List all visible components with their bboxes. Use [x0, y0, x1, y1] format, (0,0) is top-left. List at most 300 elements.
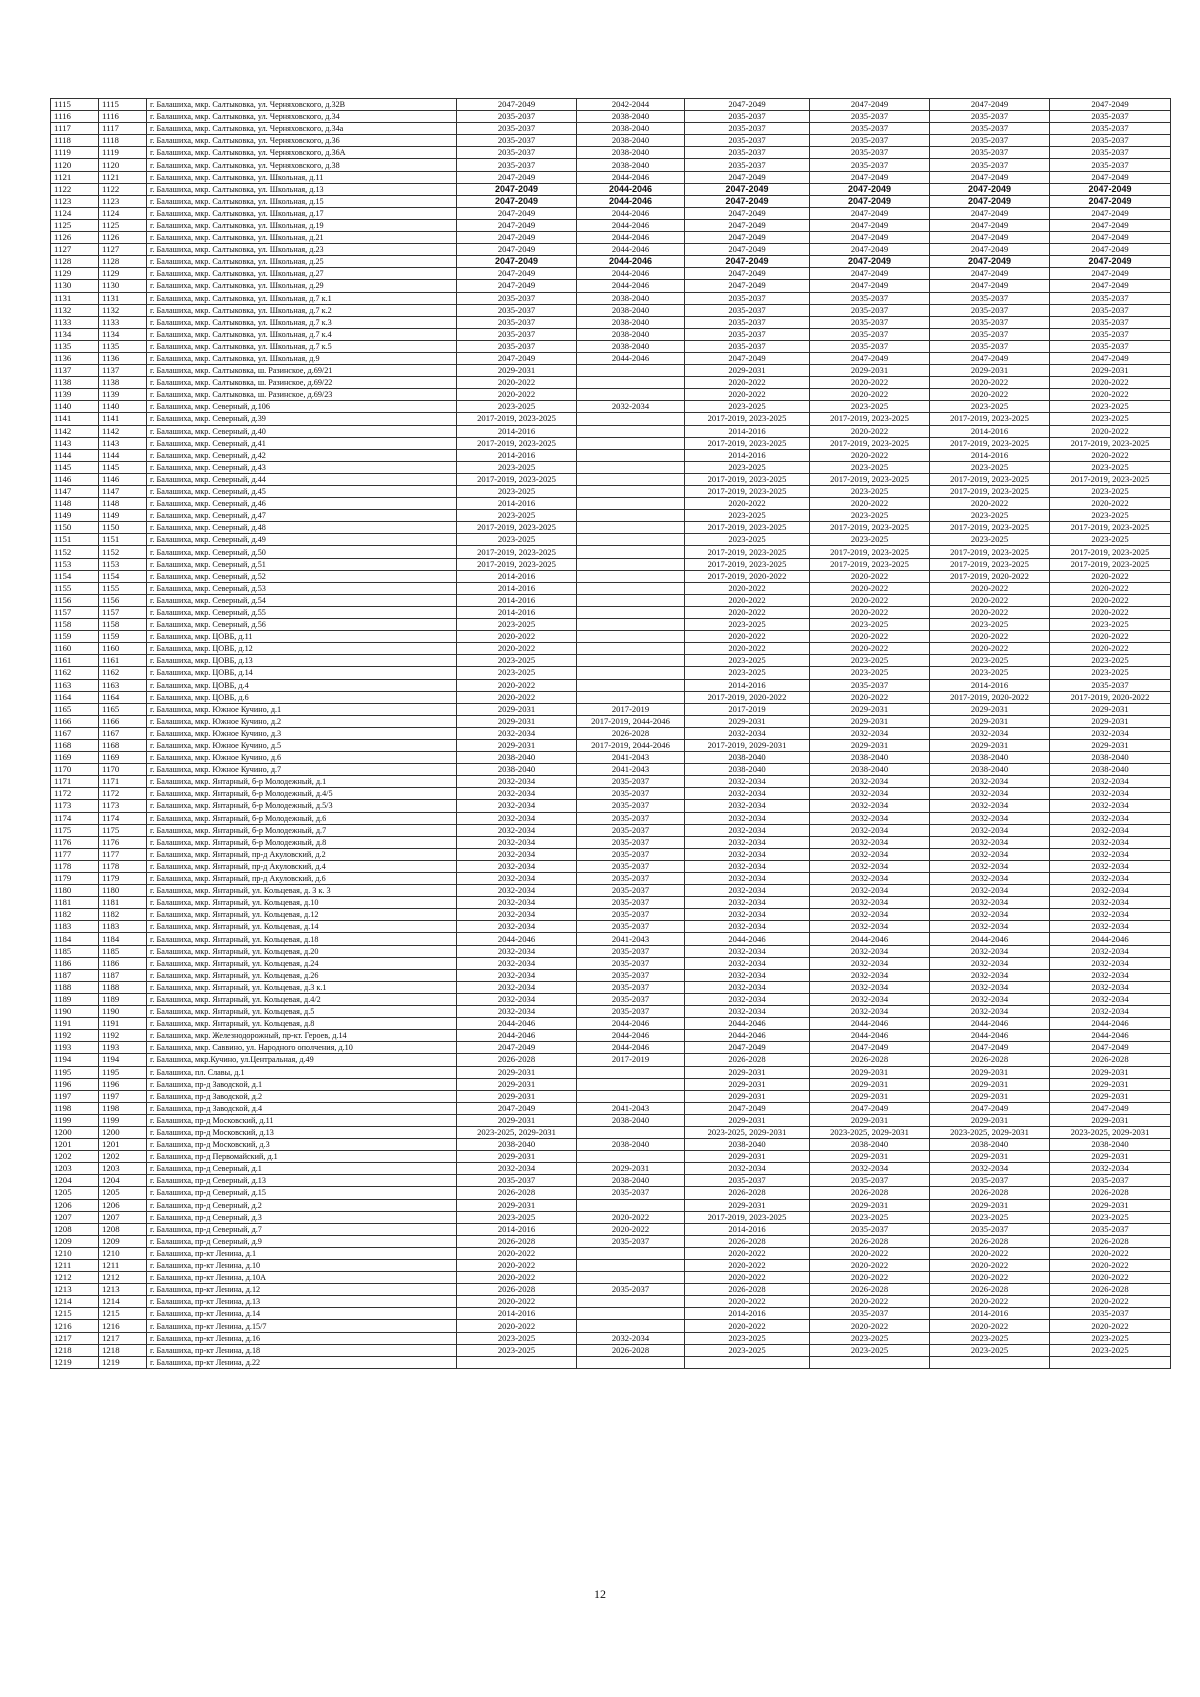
period-cell: 2035-2037 [577, 885, 685, 897]
address-cell: г. Балашиха, пр-кт Ленина, д.16 [147, 1332, 457, 1344]
period-cell: 2047-2049 [930, 232, 1050, 244]
table-row [51, 437, 1171, 449]
period-cell: 2032-2034 [810, 800, 930, 812]
period-cell: 2020-2022 [930, 582, 1050, 594]
period-cell: 2035-2037 [685, 159, 810, 171]
period-cell: 2029-2031 [930, 703, 1050, 715]
address-cell: г. Балашиха, мкр. Янтарный, б-р Молодежный, д.8 [147, 836, 457, 848]
period-cell: 2035-2037 [577, 848, 685, 860]
period-cell: 2032-2034 [930, 1163, 1050, 1175]
period-cell: 2023-2025 [457, 461, 577, 473]
address-cell: г. Балашиха, мкр. Янтарный, ул. Кольцевая, д. 3 к. 3 [147, 885, 457, 897]
period-cell: 2032-2034 [810, 860, 930, 872]
row-number-cell: 1213 [99, 1284, 147, 1296]
row-number-cell: 1117 [99, 123, 147, 135]
period-cell: 2032-2034 [457, 836, 577, 848]
table-row [51, 1356, 1171, 1368]
row-id-cell: 1151 [51, 534, 99, 546]
period-cell: 2020-2022 [1050, 1260, 1171, 1272]
period-cell: 2038-2040 [810, 752, 930, 764]
row-id-cell: 1170 [51, 764, 99, 776]
period-cell: 2035-2037 [930, 304, 1050, 316]
period-cell: 2017-2019, 2023-2025 [685, 486, 810, 498]
row-number-cell: 1142 [99, 425, 147, 437]
table-row [51, 473, 1171, 485]
period-cell: 2017-2019, 2023-2025 [1050, 522, 1171, 534]
row-number-cell: 1133 [99, 316, 147, 328]
period-cell [577, 1078, 685, 1090]
row-id-cell: 1132 [51, 304, 99, 316]
period-cell: 2047-2049 [810, 1042, 930, 1054]
row-id-cell: 1191 [51, 1018, 99, 1030]
period-cell [577, 510, 685, 522]
period-cell: 2023-2025 [685, 461, 810, 473]
period-cell: 2035-2037 [577, 812, 685, 824]
period-cell: 2017-2019, 2023-2025 [685, 522, 810, 534]
period-cell: 2029-2031 [457, 1151, 577, 1163]
period-cell: 2020-2022 [930, 606, 1050, 618]
table-row [51, 244, 1171, 256]
row-number-cell: 1170 [99, 764, 147, 776]
period-cell: 2026-2028 [1050, 1235, 1171, 1247]
table-row [51, 99, 1171, 111]
period-cell: 2020-2022 [685, 377, 810, 389]
row-id-cell: 1144 [51, 449, 99, 461]
period-cell: 2038-2040 [457, 1139, 577, 1151]
row-number-cell: 1164 [99, 691, 147, 703]
period-cell: 2026-2028 [810, 1187, 930, 1199]
address-cell: г. Балашиха, мкр. Янтарный, пр-д Акуловский, д.4 [147, 860, 457, 872]
period-cell: 2044-2046 [577, 268, 685, 280]
table-row [51, 1030, 1171, 1042]
row-id-cell: 1121 [51, 171, 99, 183]
table-row [51, 1175, 1171, 1187]
period-cell: 2032-2034 [810, 824, 930, 836]
period-cell: 2017-2019, 2023-2025 [1050, 546, 1171, 558]
period-cell: 2035-2037 [577, 1187, 685, 1199]
row-number-cell: 1122 [99, 183, 147, 195]
row-id-cell: 1213 [51, 1284, 99, 1296]
address-cell: г. Балашиха, пр-кт Ленина, д.13 [147, 1296, 457, 1308]
period-cell: 2032-2034 [1050, 885, 1171, 897]
period-cell: 2032-2034 [685, 776, 810, 788]
address-cell: г. Балашиха, пл. Славы, д.1 [147, 1066, 457, 1078]
period-cell: 2020-2022 [810, 377, 930, 389]
period-cell: 2038-2040 [810, 764, 930, 776]
period-cell: 2017-2019, 2020-2022 [930, 570, 1050, 582]
row-number-cell: 1219 [99, 1356, 147, 1368]
housing-repair-schedule-table [50, 98, 1171, 1369]
period-cell: 2035-2037 [577, 1235, 685, 1247]
period-cell: 2035-2037 [930, 147, 1050, 159]
row-id-cell: 1181 [51, 897, 99, 909]
table-row [51, 1126, 1171, 1138]
period-cell: 2032-2034 [457, 885, 577, 897]
row-id-cell: 1214 [51, 1296, 99, 1308]
row-number-cell: 1121 [99, 171, 147, 183]
row-id-cell: 1145 [51, 461, 99, 473]
period-cell: 2047-2049 [810, 280, 930, 292]
address-cell: г. Балашиха, пр-кт Ленина, д.15/7 [147, 1320, 457, 1332]
period-cell: 2047-2049 [457, 183, 577, 195]
row-number-cell: 1198 [99, 1102, 147, 1114]
row-id-cell: 1147 [51, 486, 99, 498]
row-number-cell: 1163 [99, 679, 147, 691]
period-cell: 2038-2040 [930, 1139, 1050, 1151]
table-row [51, 800, 1171, 812]
period-cell: 2038-2040 [810, 1139, 930, 1151]
period-cell: 2038-2040 [577, 340, 685, 352]
period-cell: 2044-2046 [577, 171, 685, 183]
row-id-cell: 1124 [51, 207, 99, 219]
row-number-cell: 1166 [99, 715, 147, 727]
address-cell: г. Балашиха, пр-д Северный, д.7 [147, 1223, 457, 1235]
period-cell: 2047-2049 [1050, 232, 1171, 244]
period-cell: 2020-2022 [1050, 389, 1171, 401]
period-cell: 2047-2049 [685, 232, 810, 244]
row-number-cell: 1161 [99, 655, 147, 667]
period-cell: 2017-2019, 2023-2025 [930, 546, 1050, 558]
period-cell: 2032-2034 [457, 981, 577, 993]
period-cell: 2023-2025 [930, 619, 1050, 631]
period-cell: 2047-2049 [930, 256, 1050, 268]
table-row [51, 1151, 1171, 1163]
period-cell: 2035-2037 [810, 1223, 930, 1235]
period-cell: 2029-2031 [930, 365, 1050, 377]
period-cell: 2023-2025 [1050, 486, 1171, 498]
period-cell [577, 558, 685, 570]
period-cell: 2047-2049 [1050, 244, 1171, 256]
period-cell: 2032-2034 [457, 848, 577, 860]
period-cell: 2020-2022 [930, 1247, 1050, 1259]
address-cell: г. Балашиха, пр-кт Ленина, д.18 [147, 1344, 457, 1356]
table-row [51, 1054, 1171, 1066]
row-id-cell: 1116 [51, 111, 99, 123]
period-cell: 2029-2031 [685, 1090, 810, 1102]
table-row [51, 873, 1171, 885]
table-body [51, 99, 1171, 1369]
period-cell: 2032-2034 [930, 848, 1050, 860]
period-cell: 2044-2046 [457, 1018, 577, 1030]
period-cell: 2020-2022 [930, 631, 1050, 643]
period-cell: 2023-2025 [457, 667, 577, 679]
period-cell: 2047-2049 [457, 352, 577, 364]
period-cell: 2047-2049 [810, 244, 930, 256]
period-cell: 2014-2016 [685, 1223, 810, 1235]
period-cell: 2020-2022 [1050, 425, 1171, 437]
address-cell: г. Балашиха, мкр. Салтыковка, ул. Школьная, д.27 [147, 268, 457, 280]
row-number-cell: 1187 [99, 969, 147, 981]
period-cell: 2029-2031 [930, 1078, 1050, 1090]
address-cell: г. Балашиха, мкр. Северный, д.47 [147, 510, 457, 522]
period-cell: 2038-2040 [457, 752, 577, 764]
address-cell: г. Балашиха, мкр. Янтарный, б-р Молодежный, д.7 [147, 824, 457, 836]
address-cell: г. Балашиха, пр-кт Ленина, д.22 [147, 1356, 457, 1368]
period-cell: 2017-2019, 2023-2025 [1050, 437, 1171, 449]
period-cell: 2035-2037 [685, 1175, 810, 1187]
period-cell: 2029-2031 [457, 1090, 577, 1102]
period-cell: 2047-2049 [930, 195, 1050, 207]
period-cell: 2035-2037 [685, 340, 810, 352]
period-cell: 2035-2037 [577, 1284, 685, 1296]
table-row [51, 1344, 1171, 1356]
period-cell: 2035-2037 [930, 1175, 1050, 1187]
period-cell: 2032-2034 [457, 860, 577, 872]
table-row [51, 885, 1171, 897]
row-number-cell: 1116 [99, 111, 147, 123]
period-cell: 2032-2034 [1050, 860, 1171, 872]
address-cell: г. Балашиха, мкр. Южное Кучино, д.7 [147, 764, 457, 776]
period-cell: 2017-2019, 2044-2046 [577, 739, 685, 751]
row-id-cell: 1152 [51, 546, 99, 558]
row-id-cell: 1120 [51, 159, 99, 171]
period-cell: 2032-2034 [1050, 897, 1171, 909]
period-cell: 2044-2046 [810, 1030, 930, 1042]
period-cell: 2020-2022 [685, 631, 810, 643]
period-cell: 2047-2049 [810, 171, 930, 183]
address-cell: г. Балашиха, мкр. Саввино, ул. Народного ополчения, д.10 [147, 1042, 457, 1054]
period-cell: 2026-2028 [930, 1054, 1050, 1066]
period-cell: 2020-2022 [457, 1296, 577, 1308]
address-cell: г. Балашиха, мкр. Южное Кучино, д.5 [147, 739, 457, 751]
period-cell: 2032-2034 [685, 957, 810, 969]
row-number-cell: 1210 [99, 1247, 147, 1259]
row-id-cell: 1205 [51, 1187, 99, 1199]
period-cell: 2035-2037 [810, 111, 930, 123]
address-cell: г. Балашиха, мкр. Северный, д.48 [147, 522, 457, 534]
period-cell: 2038-2040 [457, 764, 577, 776]
row-id-cell: 1172 [51, 788, 99, 800]
period-cell: 2017-2019, 2029-2031 [685, 739, 810, 751]
period-cell: 2035-2037 [577, 981, 685, 993]
row-number-cell: 1135 [99, 340, 147, 352]
period-cell: 2044-2046 [577, 183, 685, 195]
row-number-cell: 1168 [99, 739, 147, 751]
period-cell: 2047-2049 [457, 195, 577, 207]
row-id-cell: 1219 [51, 1356, 99, 1368]
period-cell: 2029-2031 [810, 1090, 930, 1102]
period-cell: 2023-2025 [457, 401, 577, 413]
period-cell: 2042-2044 [577, 99, 685, 111]
period-cell: 2026-2028 [1050, 1284, 1171, 1296]
period-cell: 2032-2034 [930, 897, 1050, 909]
period-cell: 2035-2037 [1050, 292, 1171, 304]
period-cell [577, 389, 685, 401]
table-row [51, 171, 1171, 183]
period-cell: 2038-2040 [685, 752, 810, 764]
row-number-cell: 1208 [99, 1223, 147, 1235]
row-number-cell: 1157 [99, 606, 147, 618]
row-number-cell: 1193 [99, 1042, 147, 1054]
row-number-cell: 1192 [99, 1030, 147, 1042]
period-cell [577, 437, 685, 449]
table-row [51, 921, 1171, 933]
period-cell: 2035-2037 [577, 909, 685, 921]
period-cell: 2023-2025 [930, 461, 1050, 473]
period-cell: 2020-2022 [685, 582, 810, 594]
period-cell: 2038-2040 [577, 304, 685, 316]
table-row [51, 715, 1171, 727]
row-number-cell: 1125 [99, 219, 147, 231]
table-row [51, 667, 1171, 679]
period-cell: 2017-2019, 2023-2025 [930, 473, 1050, 485]
period-cell: 2023-2025 [1050, 1211, 1171, 1223]
period-cell: 2032-2034 [1050, 800, 1171, 812]
period-cell: 2023-2025 [1050, 413, 1171, 425]
period-cell: 2035-2037 [457, 111, 577, 123]
period-cell: 2035-2037 [577, 921, 685, 933]
row-id-cell: 1211 [51, 1260, 99, 1272]
table-row [51, 1018, 1171, 1030]
period-cell: 2023-2025, 2029-2031 [930, 1126, 1050, 1138]
row-id-cell: 1165 [51, 703, 99, 715]
row-number-cell: 1167 [99, 727, 147, 739]
period-cell: 2023-2025 [1050, 401, 1171, 413]
period-cell: 2014-2016 [457, 582, 577, 594]
period-cell: 2023-2025 [457, 510, 577, 522]
period-cell: 2020-2022 [810, 1320, 930, 1332]
table-row [51, 691, 1171, 703]
period-cell: 2032-2034 [457, 776, 577, 788]
period-cell: 2047-2049 [685, 99, 810, 111]
period-cell: 2017-2019, 2023-2025 [457, 413, 577, 425]
period-cell: 2035-2037 [457, 304, 577, 316]
period-cell: 2023-2025 [457, 655, 577, 667]
period-cell: 2047-2049 [457, 280, 577, 292]
period-cell: 2035-2037 [457, 340, 577, 352]
period-cell: 2032-2034 [930, 727, 1050, 739]
period-cell: 2035-2037 [577, 824, 685, 836]
period-cell: 2020-2022 [810, 570, 930, 582]
period-cell: 2020-2022 [457, 679, 577, 691]
address-cell: г. Балашиха, мкр. Салтыковка, ш. Разинское, д.69/22 [147, 377, 457, 389]
address-cell: г. Балашиха, мкр. Южное Кучино, д.3 [147, 727, 457, 739]
period-cell: 2047-2049 [1050, 280, 1171, 292]
row-number-cell: 1211 [99, 1260, 147, 1272]
period-cell: 2035-2037 [457, 328, 577, 340]
period-cell: 2044-2046 [577, 232, 685, 244]
period-cell [577, 449, 685, 461]
period-cell: 2032-2034 [810, 945, 930, 957]
period-cell: 2032-2034 [1050, 993, 1171, 1005]
period-cell: 2044-2046 [1050, 1030, 1171, 1042]
period-cell: 2035-2037 [685, 135, 810, 147]
period-cell: 2023-2025 [810, 667, 930, 679]
period-cell: 2023-2025 [810, 486, 930, 498]
row-id-cell: 1167 [51, 727, 99, 739]
period-cell: 2023-2025 [457, 1344, 577, 1356]
period-cell: 2047-2049 [810, 207, 930, 219]
period-cell: 2032-2034 [1050, 727, 1171, 739]
period-cell: 2044-2046 [457, 933, 577, 945]
period-cell: 2035-2037 [1050, 1308, 1171, 1320]
period-cell: 2032-2034 [930, 860, 1050, 872]
row-number-cell: 1215 [99, 1308, 147, 1320]
period-cell: 2032-2034 [1050, 1163, 1171, 1175]
row-number-cell: 1137 [99, 365, 147, 377]
period-cell: 2014-2016 [457, 1223, 577, 1235]
period-cell: 2047-2049 [810, 268, 930, 280]
period-cell: 2032-2034 [685, 836, 810, 848]
period-cell: 2035-2037 [810, 1175, 930, 1187]
address-cell: г. Балашиха, пр-д Северный, д.13 [147, 1175, 457, 1187]
period-cell: 2020-2022 [930, 1272, 1050, 1284]
period-cell: 2047-2049 [810, 219, 930, 231]
period-cell: 2032-2034 [1050, 824, 1171, 836]
row-number-cell: 1201 [99, 1139, 147, 1151]
row-number-cell: 1207 [99, 1211, 147, 1223]
period-cell: 2017-2019, 2023-2025 [457, 546, 577, 558]
period-cell: 2038-2040 [1050, 764, 1171, 776]
row-id-cell: 1169 [51, 752, 99, 764]
period-cell: 2044-2046 [685, 1018, 810, 1030]
period-cell: 2017-2019, 2023-2025 [810, 522, 930, 534]
row-number-cell: 1147 [99, 486, 147, 498]
period-cell: 2023-2025, 2029-2031 [1050, 1126, 1171, 1138]
row-id-cell: 1206 [51, 1199, 99, 1211]
period-cell: 2032-2034 [810, 727, 930, 739]
table-row [51, 848, 1171, 860]
period-cell: 2014-2016 [457, 449, 577, 461]
period-cell [457, 1356, 577, 1368]
period-cell: 2023-2025 [457, 619, 577, 631]
period-cell: 2020-2022 [1050, 1247, 1171, 1259]
period-cell: 2026-2028 [930, 1284, 1050, 1296]
address-cell: г. Балашиха, мкр. Янтарный, ул. Кольцевая, д.4/2 [147, 993, 457, 1005]
table-row [51, 558, 1171, 570]
row-number-cell: 1176 [99, 836, 147, 848]
table-row [51, 546, 1171, 558]
period-cell: 2032-2034 [457, 788, 577, 800]
address-cell: г. Балашиха, мкр. Северный, д.50 [147, 546, 457, 558]
period-cell: 2038-2040 [685, 1139, 810, 1151]
row-number-cell: 1143 [99, 437, 147, 449]
period-cell: 2023-2025 [1050, 1344, 1171, 1356]
row-id-cell: 1174 [51, 812, 99, 824]
period-cell: 2047-2049 [810, 352, 930, 364]
table-row [51, 1163, 1171, 1175]
address-cell: г. Балашиха, мкр. Янтарный, ул. Кольцевая, д.14 [147, 921, 457, 933]
period-cell: 2026-2028 [685, 1284, 810, 1296]
table-row [51, 522, 1171, 534]
address-cell: г. Балашиха, мкр. Салтыковка, ул. Школьная, д.17 [147, 207, 457, 219]
period-cell: 2038-2040 [577, 1175, 685, 1187]
period-cell: 2047-2049 [457, 207, 577, 219]
table-row [51, 764, 1171, 776]
table-row [51, 981, 1171, 993]
address-cell: г. Балашиха, мкр. Янтарный, ул. Кольцевая, д.24 [147, 957, 457, 969]
period-cell: 2047-2049 [930, 99, 1050, 111]
period-cell: 2032-2034 [930, 969, 1050, 981]
table-row [51, 993, 1171, 1005]
period-cell: 2023-2025 [810, 1344, 930, 1356]
period-cell [577, 461, 685, 473]
period-cell: 2035-2037 [577, 1006, 685, 1018]
period-cell: 2029-2031 [685, 1078, 810, 1090]
row-number-cell: 1144 [99, 449, 147, 461]
address-cell: г. Балашиха, мкр. ЦОВБ, д.12 [147, 643, 457, 655]
address-cell: г. Балашиха, мкр. Салтыковка, ул. Черняховского, д.34 [147, 111, 457, 123]
address-cell: г. Балашиха, мкр. Янтарный, б-р Молодежный, д.6 [147, 812, 457, 824]
table-row [51, 1260, 1171, 1272]
period-cell: 2020-2022 [1050, 606, 1171, 618]
table-row [51, 219, 1171, 231]
row-number-cell: 1155 [99, 582, 147, 594]
period-cell: 2047-2049 [930, 1102, 1050, 1114]
row-number-cell: 1134 [99, 328, 147, 340]
address-cell: г. Балашиха, мкр. Янтарный, б-р Молодежный, д.1 [147, 776, 457, 788]
period-cell: 2020-2022 [810, 425, 930, 437]
